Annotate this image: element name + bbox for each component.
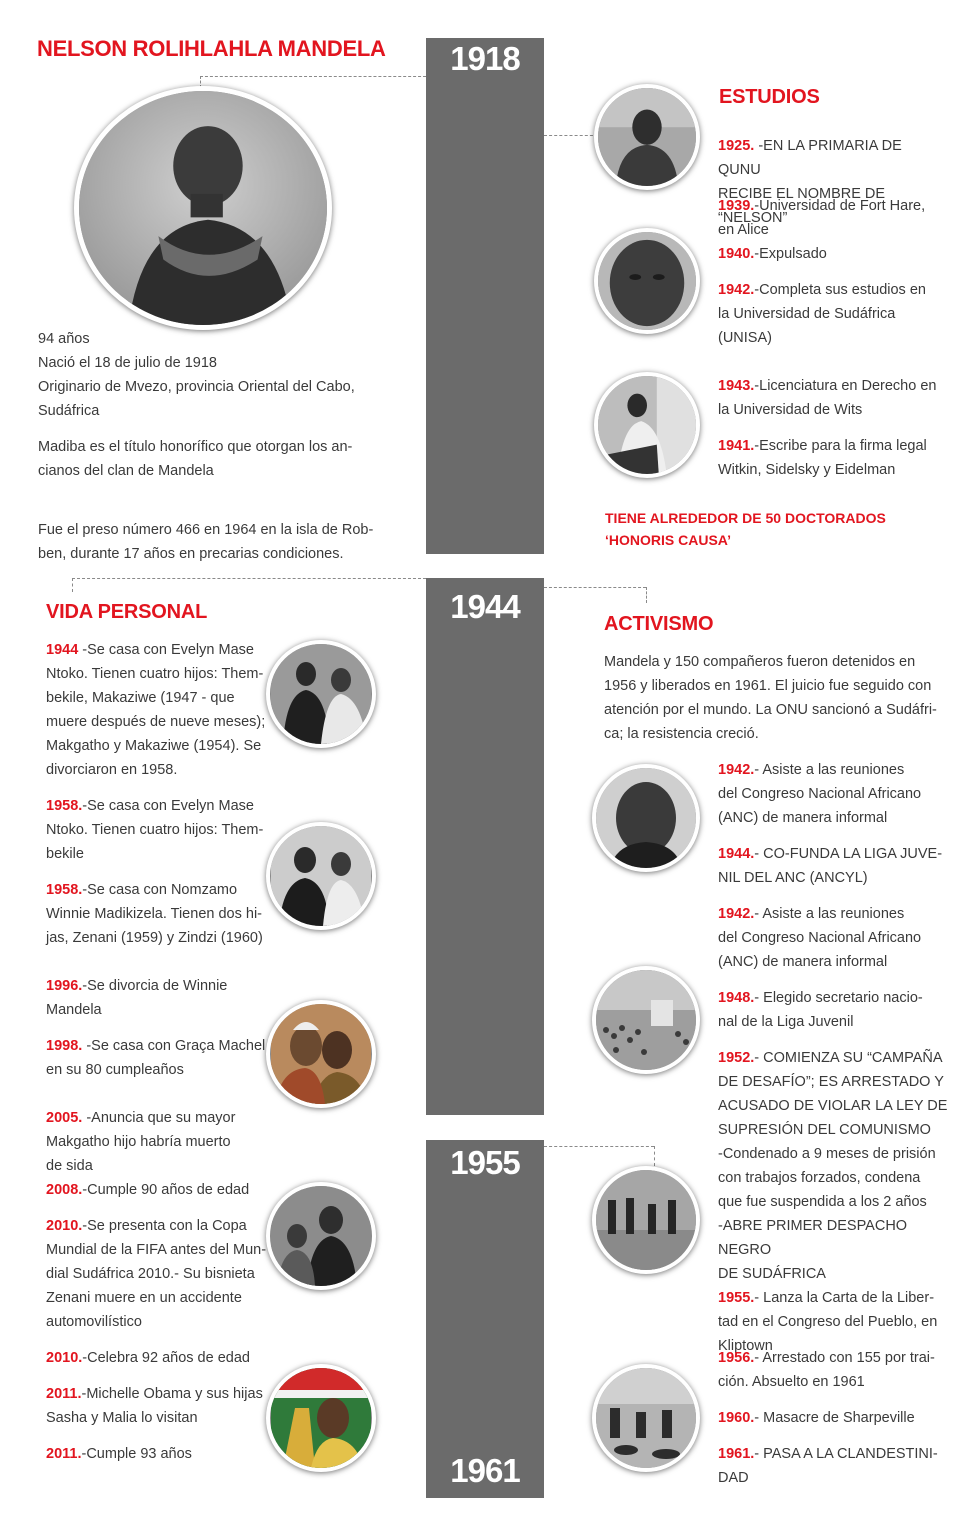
estudios-text-1939-2: en Alice bbox=[718, 222, 769, 238]
activismo-text-1955-2: tad en el Congreso del Pueblo, en bbox=[718, 1314, 938, 1330]
honoris-note-2: ‘HONORIS CAUSA’ bbox=[605, 532, 732, 548]
year-label-1961: 1961 bbox=[450, 1452, 520, 1489]
activismo-photo-sharpeville bbox=[592, 1364, 700, 1472]
vida-entry-1958b bbox=[46, 878, 266, 950]
vida-text-1958a-3: bekile bbox=[46, 846, 84, 862]
vida-year-1996: 1996. bbox=[46, 978, 83, 994]
activismo-text-1952-1: - COMIENZA SU “CAMPAÑA bbox=[754, 1050, 943, 1066]
vida-text-1996-1: -Se divorcia de Winnie bbox=[82, 978, 228, 994]
vida-photo-fifa bbox=[266, 1182, 376, 1290]
vida-year-2011b: 2011. bbox=[46, 1446, 82, 1462]
activismo-text-1944-1: - CO-FUNDA LA LIGA JUVE- bbox=[754, 846, 943, 862]
vida-text-1944-5: Makgatho y Makaziwe (1954). Se bbox=[46, 738, 262, 754]
year-label-1918: 1918 bbox=[450, 40, 520, 77]
vida-year-2008: 2008. bbox=[46, 1182, 83, 1198]
activismo-text-1942a-3: (ANC) de manera informal bbox=[718, 810, 888, 826]
vida-year-2010a: 2010. bbox=[46, 1218, 83, 1234]
vida-text-1958a-1: -Se casa con Evelyn Mase bbox=[82, 798, 254, 814]
vida-year-1944: 1944 bbox=[46, 642, 79, 658]
vida-photo-wedding-2 bbox=[266, 822, 376, 930]
vida-year-2011a: 2011. bbox=[46, 1386, 82, 1402]
estudios-text-1942-1: -Completa sus estudios en bbox=[754, 282, 926, 298]
activismo-photo-protest bbox=[592, 1166, 700, 1274]
estudios-text-1940: -Expulsado bbox=[754, 246, 827, 262]
vida-year-1958a: 1958. bbox=[46, 798, 83, 814]
activismo-text-1942a-2: del Congreso Nacional Africano bbox=[718, 786, 922, 802]
estudios-entry-5 bbox=[718, 434, 948, 482]
estudios-year-1925: 1925. bbox=[718, 138, 755, 154]
vida-text-1958a-2: Ntoko. Tienen cuatro hijos: Them- bbox=[46, 822, 264, 838]
activismo-year-1948: 1948. bbox=[718, 990, 755, 1006]
vida-text-1944-3: bekile, Makaziwe (1947 - que bbox=[46, 690, 235, 706]
estudios-text-1943-2: la Universidad de Wits bbox=[718, 402, 863, 418]
connector-activismo-v bbox=[646, 587, 647, 603]
vida-text-1944-6: divorciaron en 1958. bbox=[46, 762, 178, 778]
vida-year-1958b: 1958. bbox=[46, 882, 83, 898]
activismo-text-1948-1: - Elegido secretario nacio- bbox=[754, 990, 923, 1006]
bio-age: 94 años bbox=[38, 331, 90, 347]
connector-estudios bbox=[544, 135, 598, 136]
vida-year-2010b: 2010. bbox=[46, 1350, 83, 1366]
activismo-entry-1952 bbox=[718, 1046, 948, 1358]
vida-year-1998: 1998. bbox=[46, 1038, 83, 1054]
activismo-intro-3: atención por el mundo. La ONU sancionó a Sudáfri- bbox=[604, 702, 937, 718]
activismo-text-1942b-3: (ANC) de manera informal bbox=[718, 954, 888, 970]
vida-heading: VIDA PERSONAL bbox=[46, 601, 208, 623]
timeline-bar-1955 bbox=[426, 1140, 544, 1498]
vida-text-1958b-2: Winnie Madikizela. Tienen dos hi- bbox=[46, 906, 262, 922]
activismo-year-1942a: 1942. bbox=[718, 762, 755, 778]
estudios-year-1940: 1940. bbox=[718, 246, 755, 262]
activismo-text-1952-7: que fue suspendida a los 2 años bbox=[718, 1194, 927, 1210]
year-label-1944: 1944 bbox=[450, 588, 520, 625]
activismo-intro-2: 1956 y liberados en 1961. El juicio fue seguido con bbox=[604, 678, 932, 694]
bio-prison-2: ben, durante 17 años en precarias condiciones. bbox=[38, 546, 344, 562]
vida-entry-2005 bbox=[46, 1106, 266, 1202]
vida-text-2011a-2: Sasha y Malia lo visitan bbox=[46, 1410, 198, 1426]
activismo-text-1952-4: SUPRESIÓN DEL COMUNISMO bbox=[718, 1122, 931, 1138]
vida-photo-wedding-1 bbox=[266, 640, 376, 748]
estudios-text-1941-2: Witkin, Sidelsky y Eidelman bbox=[718, 462, 896, 478]
connector-1955-v bbox=[654, 1146, 655, 1166]
activismo-intro-4: ca; la resistencia creció. bbox=[604, 726, 759, 742]
honoris-note-1: TIENE ALREDEDOR DE 50 DOCTORADOS bbox=[605, 510, 886, 526]
vida-text-2010a-1: -Se presenta con la Copa bbox=[82, 1218, 247, 1234]
vida-photo-couple bbox=[266, 1000, 376, 1108]
estudios-entry-3 bbox=[718, 278, 948, 350]
estudios-year-1939: 1939. bbox=[718, 198, 755, 214]
vida-entry-2011b bbox=[46, 1442, 266, 1466]
vida-text-2008: -Cumple 90 años de edad bbox=[82, 1182, 250, 1198]
activismo-year-1955: 1955. bbox=[718, 1290, 755, 1306]
honoris-causa-note bbox=[605, 507, 925, 551]
activismo-entry-1942b bbox=[718, 902, 948, 974]
estudios-text-1941-1: -Escribe para la firma legal bbox=[754, 438, 927, 454]
activismo-text-1961-2: DAD bbox=[718, 1470, 749, 1486]
year-label-1955: 1955 bbox=[450, 1144, 520, 1181]
estudios-photo-2 bbox=[594, 228, 700, 334]
bio-birth: Nació el 18 de julio de 1918 bbox=[38, 355, 217, 371]
activismo-entry-1942a bbox=[718, 758, 948, 830]
vida-text-2010a-3: dial Sudáfrica 2010.- Su bisnieta bbox=[46, 1266, 255, 1282]
bio-prison-1: Fue el preso número 466 en 1964 en la isla de Rob- bbox=[38, 522, 374, 538]
estudios-entry-2 bbox=[718, 194, 948, 266]
vida-text-2005-2: Makgatho hijo habría muerto bbox=[46, 1134, 231, 1150]
activismo-text-1948-2: nal de la Liga Juvenil bbox=[718, 1014, 854, 1030]
bio-country: Sudáfrica bbox=[38, 403, 100, 419]
connector-activismo bbox=[544, 587, 646, 588]
connector-title bbox=[200, 76, 426, 77]
estudios-text-1942-3: (UNISA) bbox=[718, 330, 772, 346]
activismo-entry-1944 bbox=[718, 842, 948, 890]
activismo-year-1960: 1960. bbox=[718, 1410, 755, 1426]
vida-text-2010a-4: Zenani muere en un accidente bbox=[46, 1290, 242, 1306]
activismo-text-1956-2: ción. Absuelto en 1961 bbox=[718, 1374, 865, 1390]
activismo-text-1961-1: - PASA A LA CLANDESTINI- bbox=[754, 1446, 938, 1462]
bio-madiba-2: cianos del clan de Mandela bbox=[38, 463, 214, 479]
vida-entry-2010b bbox=[46, 1346, 266, 1370]
vida-photo-world-cup bbox=[266, 1364, 376, 1472]
vida-text-1958b-3: jas, Zenani (1959) y Zindzi (1960) bbox=[46, 930, 263, 946]
vida-text-2010b: -Celebra 92 años de edad bbox=[82, 1350, 250, 1366]
activismo-text-1942a-1: - Asiste a las reuniones bbox=[754, 762, 905, 778]
vida-text-2010a-5: automovilístico bbox=[46, 1314, 142, 1330]
estudios-text-1925-2: RECIBE EL NOMBRE DE “NELSON” bbox=[718, 186, 886, 226]
activismo-entry-1956 bbox=[718, 1346, 948, 1394]
activismo-text-1942b-2: del Congreso Nacional Africano bbox=[718, 930, 922, 946]
estudios-year-1941: 1941. bbox=[718, 438, 755, 454]
vida-text-2010a-2: Mundial de la FIFA antes del Mun- bbox=[46, 1242, 267, 1258]
activismo-text-1956-1: - Arrestado con 155 por trai- bbox=[754, 1350, 935, 1366]
bio-block bbox=[38, 327, 398, 483]
vida-text-1958b-1: -Se casa con Nomzamo bbox=[82, 882, 238, 898]
activismo-text-1952-9: DE SUDÁFRICA bbox=[718, 1266, 826, 1282]
estudios-text-1925-1: -EN LA PRIMARIA DE QUNU bbox=[718, 138, 902, 178]
estudios-year-1942: 1942. bbox=[718, 282, 755, 298]
estudios-text-1939-1: -Universidad de Fort Hare, bbox=[754, 198, 926, 214]
activismo-entry-1960 bbox=[718, 1406, 948, 1430]
connector-vida bbox=[72, 578, 426, 579]
timeline-bar-1944 bbox=[426, 578, 544, 1115]
activismo-year-1952: 1952. bbox=[718, 1050, 755, 1066]
vida-text-1996-2: Mandela bbox=[46, 1002, 102, 1018]
activismo-text-1952-3: ACUSADO DE VIOLAR LA LEY DE bbox=[718, 1098, 948, 1114]
activismo-year-1961: 1961. bbox=[718, 1446, 755, 1462]
timeline-bar-1918 bbox=[426, 38, 544, 554]
vida-text-2011b: -Cumple 93 años bbox=[81, 1446, 192, 1462]
vida-entry-1944 bbox=[46, 638, 266, 782]
vida-text-1944-1: -Se casa con Evelyn Mase bbox=[78, 642, 254, 658]
activismo-photo-portrait bbox=[592, 764, 700, 872]
estudios-year-1943: 1943. bbox=[718, 378, 755, 394]
activismo-text-1955-3: Kliptown bbox=[718, 1338, 773, 1354]
estudios-photo-3 bbox=[594, 372, 700, 478]
vida-text-1998-2: en su 80 cumpleaños bbox=[46, 1062, 184, 1078]
activismo-text-1952-6: con trabajos forzados, condena bbox=[718, 1170, 921, 1186]
vida-entry-1958a bbox=[46, 794, 266, 866]
estudios-heading: ESTUDIOS bbox=[719, 86, 820, 108]
vida-entry-2011a bbox=[46, 1382, 266, 1430]
vida-text-2005-3: de sida bbox=[46, 1158, 93, 1174]
activismo-entry-1961 bbox=[718, 1442, 948, 1490]
activismo-text-1952-5: -Condenado a 9 meses de prisión bbox=[718, 1146, 936, 1162]
activismo-text-1960: - Masacre de Sharpeville bbox=[754, 1410, 915, 1426]
estudios-entry-4 bbox=[718, 374, 948, 422]
vida-entry-1998 bbox=[46, 1034, 266, 1082]
vida-text-1944-2: Ntoko. Tienen cuatro hijos: Them- bbox=[46, 666, 264, 682]
activismo-intro-1: Mandela y 150 compañeros fueron detenidos en bbox=[604, 654, 916, 670]
vida-text-2005-1: -Anuncia que su mayor bbox=[82, 1110, 236, 1126]
activismo-text-1942b-1: - Asiste a las reuniones bbox=[754, 906, 905, 922]
activismo-year-1956: 1956. bbox=[718, 1350, 755, 1366]
vida-entry-1996 bbox=[46, 974, 266, 1022]
vida-year-2005: 2005. bbox=[46, 1110, 83, 1126]
activismo-photo-crowd bbox=[592, 966, 700, 1074]
page-title: NELSON ROLIHLAHLA MANDELA bbox=[37, 36, 386, 61]
connector-vida-v bbox=[72, 578, 73, 592]
vida-text-2011a-1: -Michelle Obama y sus hijas bbox=[81, 1386, 263, 1402]
bio-origin: Originario de Mvezo, provincia Oriental del Cabo, bbox=[38, 379, 355, 395]
estudios-photo-1 bbox=[594, 84, 700, 190]
estudios-text-1943-1: -Licenciatura en Derecho en bbox=[754, 378, 937, 394]
connector-1955 bbox=[544, 1146, 654, 1147]
activismo-text-1955-1: - Lanza la Carta de la Liber- bbox=[754, 1290, 935, 1306]
vida-text-1998-1: -Se casa con Graça Machel bbox=[82, 1038, 266, 1054]
activismo-entry-1948 bbox=[718, 986, 948, 1034]
vida-text-1944-4: muere después de nueve meses); bbox=[46, 714, 266, 730]
bio-madiba-1: Madiba es el título honorífico que otorgan los an- bbox=[38, 439, 353, 455]
activismo-year-1944: 1944. bbox=[718, 846, 755, 862]
portrait-photo bbox=[74, 86, 332, 330]
estudios-text-1942-2: la Universidad de Sudáfrica bbox=[718, 306, 896, 322]
bio-prison bbox=[38, 518, 398, 566]
activismo-text-1944-2: NIL DEL ANC (ANCYL) bbox=[718, 870, 868, 886]
activismo-intro bbox=[604, 650, 944, 746]
activismo-year-1942b: 1942. bbox=[718, 906, 755, 922]
vida-entry-2010a bbox=[46, 1214, 268, 1334]
activismo-heading: ACTIVISMO bbox=[604, 613, 714, 635]
activismo-text-1952-2: DE DESAFÍO”; ES ARRESTADO Y bbox=[718, 1074, 944, 1090]
activismo-text-1952-8: -ABRE PRIMER DESPACHO NEGRO bbox=[718, 1218, 908, 1258]
